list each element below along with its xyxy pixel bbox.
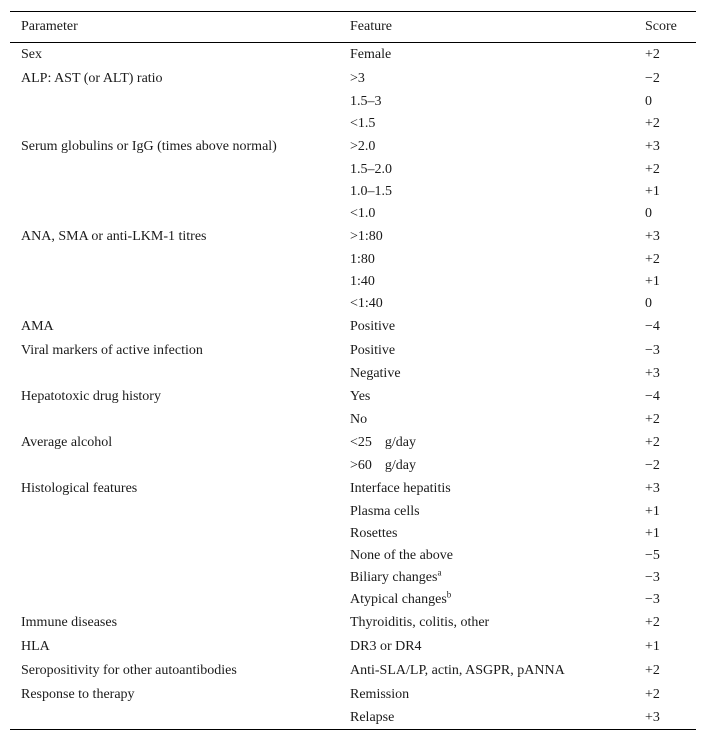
parameter-cell: [10, 455, 339, 477]
table-row: [10, 113, 696, 135]
parameter-cell: Immune diseases: [21, 615, 118, 630]
feature-text: >60: [350, 458, 372, 473]
header-score: Score: [645, 19, 677, 34]
feature-cell: [339, 203, 634, 225]
feature-cell: [339, 249, 634, 271]
feature-cell: [339, 659, 634, 683]
parameter-cell: Response to therapy: [21, 687, 135, 702]
feature-cell: [339, 477, 634, 501]
table-row: [10, 659, 696, 683]
feature-cell: [339, 683, 634, 707]
table-row: [10, 635, 696, 659]
feature-text: <1.0: [350, 206, 376, 221]
score-cell: +2: [645, 615, 660, 630]
feature-cell: [339, 567, 634, 589]
parameter-cell: [10, 249, 339, 271]
table-row: [10, 249, 696, 271]
parameter-cell: [10, 545, 339, 567]
footnote-marker: b: [446, 589, 452, 600]
feature-text: Relapse: [350, 710, 395, 725]
parameter-cell: [10, 181, 339, 203]
parameter-cell: [10, 159, 339, 181]
feature-cell: [339, 385, 634, 409]
table-row: [10, 611, 696, 635]
score-cell: −3: [645, 570, 660, 585]
feature-text: Interface hepatitis: [350, 481, 451, 496]
feature-cell: [339, 363, 634, 385]
score-cell: 0: [645, 206, 652, 221]
header-parameter: Parameter: [21, 19, 78, 34]
parameter-cell: Viral markers of active infection: [21, 343, 203, 358]
score-cell: +1: [645, 526, 660, 541]
score-cell: +3: [645, 710, 660, 725]
feature-text: 1:80: [350, 252, 375, 267]
parameter-cell: ANA, SMA or anti-LKM-1 titres: [21, 229, 207, 244]
header-row: [10, 12, 696, 43]
parameter-cell: [10, 589, 339, 611]
score-cell: +2: [645, 47, 660, 62]
table-row: [10, 181, 696, 203]
score-cell: −4: [645, 319, 660, 334]
table-row: [10, 271, 696, 293]
table-row: [10, 683, 696, 707]
score-cell: +2: [645, 663, 660, 678]
feature-cell: [339, 431, 634, 455]
score-cell: −2: [645, 458, 660, 473]
feature-cell: [339, 181, 634, 203]
parameter-cell: Hepatotoxic drug history: [21, 389, 161, 404]
score-cell: +2: [645, 116, 660, 131]
parameter-cell: [10, 363, 339, 385]
feature-text: <1.5: [350, 116, 376, 131]
feature-text: Positive: [350, 343, 396, 358]
score-cell: +3: [645, 229, 660, 244]
feature-text: Remission: [350, 687, 410, 702]
feature-cell: [339, 339, 634, 363]
score-cell: +1: [645, 274, 660, 289]
feature-cell: [339, 293, 634, 315]
feature-cell: [339, 113, 634, 135]
score-cell: −5: [645, 548, 660, 563]
feature-cell: [339, 159, 634, 181]
scoring-table: [10, 11, 696, 730]
score-cell: −2: [645, 71, 660, 86]
feature-text: Atypical changes: [350, 592, 447, 607]
feature-text: <1:40: [350, 296, 383, 311]
parameter-cell: [10, 409, 339, 431]
table-row: [10, 159, 696, 181]
feature-unit: g/day: [384, 435, 417, 450]
feature-text: Female: [350, 47, 392, 62]
score-cell: −3: [645, 343, 660, 358]
feature-text: No: [350, 412, 368, 427]
score-cell: +3: [645, 139, 660, 154]
parameter-cell: [10, 91, 339, 113]
parameter-cell: HLA: [21, 639, 50, 654]
score-cell: −3: [645, 592, 660, 607]
feature-cell: [339, 225, 634, 249]
feature-text: Yes: [350, 389, 371, 404]
table-row: [10, 385, 696, 409]
parameter-cell: [10, 523, 339, 545]
parameter-cell: [10, 113, 339, 135]
score-cell: +2: [645, 412, 660, 427]
feature-text: >1:80: [350, 229, 383, 244]
feature-cell: [339, 135, 634, 159]
parameter-cell: [10, 293, 339, 315]
parameter-cell: [10, 203, 339, 225]
score-cell: +2: [645, 162, 660, 177]
table-row: [10, 315, 696, 339]
table-row: [10, 293, 696, 315]
feature-text: 1.5–2.0: [350, 162, 392, 177]
score-cell: +3: [645, 481, 660, 496]
feature-cell: [339, 611, 634, 635]
parameter-cell: Sex: [21, 47, 42, 62]
feature-cell: [339, 409, 634, 431]
parameter-cell: ALP: AST (or ALT) ratio: [21, 71, 163, 86]
table-row: [10, 43, 696, 68]
feature-text: Negative: [350, 366, 401, 381]
table-header: [10, 12, 696, 43]
feature-text: 1.5–3: [350, 94, 382, 109]
table-row: [10, 523, 696, 545]
score-cell: +2: [645, 435, 660, 450]
table-row: [10, 707, 696, 730]
parameter-cell: Average alcohol: [21, 435, 113, 450]
feature-unit: g/day: [384, 458, 417, 473]
table-body: [10, 43, 696, 730]
feature-cell: [339, 43, 634, 68]
table-row: [10, 455, 696, 477]
feature-text: 1.0–1.5: [350, 184, 392, 199]
feature-cell: [339, 91, 634, 113]
feature-text: <25: [350, 435, 372, 450]
table-row: [10, 589, 696, 611]
table-row: [10, 501, 696, 523]
feature-cell: [339, 589, 634, 611]
feature-text: Positive: [350, 319, 396, 334]
table-row: [10, 363, 696, 385]
table-row: [10, 203, 696, 225]
table-row: [10, 91, 696, 113]
parameter-cell: [10, 707, 339, 730]
feature-text: DR3 or DR4: [350, 639, 422, 654]
feature-text: None of the above: [350, 548, 454, 563]
table-row: [10, 567, 696, 589]
header-feature: Feature: [350, 19, 392, 34]
parameter-cell: Serum globulins or IgG (times above normal): [21, 139, 277, 154]
score-cell: +1: [645, 639, 660, 654]
feature-cell: [339, 455, 634, 477]
score-cell: −4: [645, 389, 660, 404]
feature-cell: [339, 315, 634, 339]
table-row: [10, 67, 696, 91]
feature-text: >2.0: [350, 139, 376, 154]
feature-cell: [339, 545, 634, 567]
parameter-cell: [10, 501, 339, 523]
score-cell: +3: [645, 366, 660, 381]
table-row: [10, 431, 696, 455]
scoring-table-container: [10, 11, 696, 730]
table-row: [10, 545, 696, 567]
parameter-cell: [10, 567, 339, 589]
table-row: [10, 225, 696, 249]
score-cell: 0: [645, 296, 652, 311]
table-row: [10, 339, 696, 363]
parameter-cell: Seropositivity for other autoantibodies: [21, 663, 237, 678]
parameter-cell: Histological features: [21, 481, 138, 496]
score-cell: +1: [645, 504, 660, 519]
table-row: [10, 135, 696, 159]
feature-text: >3: [350, 71, 365, 86]
feature-text: Anti-SLA/LP, actin, ASGPR, pANNA: [350, 663, 565, 678]
feature-cell: [339, 271, 634, 293]
feature-text: Plasma cells: [350, 504, 420, 519]
table-row: [10, 477, 696, 501]
feature-text: Rosettes: [350, 526, 398, 541]
parameter-cell: AMA: [21, 319, 54, 334]
feature-cell: [339, 501, 634, 523]
feature-text: Thyroiditis, colitis, other: [350, 615, 490, 630]
score-cell: 0: [645, 94, 652, 109]
feature-cell: [339, 523, 634, 545]
footnote-marker: a: [437, 567, 442, 578]
feature-text: Biliary changes: [350, 570, 438, 585]
parameter-cell: [10, 271, 339, 293]
feature-text: 1:40: [350, 274, 375, 289]
feature-cell: [339, 635, 634, 659]
feature-cell: [339, 707, 634, 730]
score-cell: +1: [645, 184, 660, 199]
feature-cell: [339, 67, 634, 91]
score-cell: +2: [645, 252, 660, 267]
table-row: [10, 409, 696, 431]
score-cell: +2: [645, 687, 660, 702]
